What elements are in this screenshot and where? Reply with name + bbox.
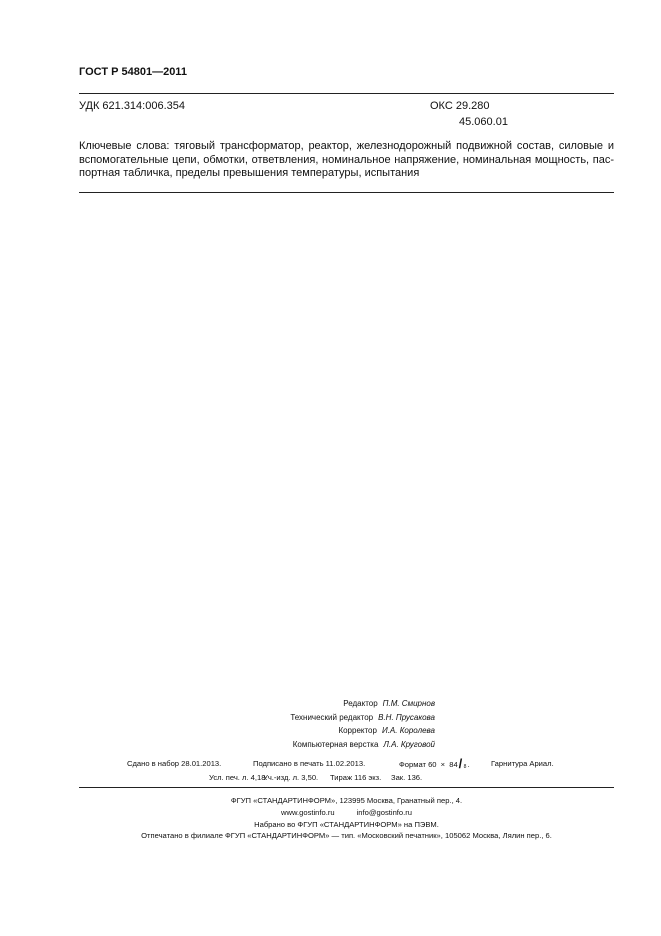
keywords-divider bbox=[79, 192, 614, 193]
publisher-address: ФГУП «СТАНДАРТИНФОРМ», 123995 Москва, Гранатный пер., 4. bbox=[230, 796, 463, 805]
format-times: × bbox=[440, 760, 446, 769]
keywords-line: портная табличка, пределы превышения температуры, испытания bbox=[79, 167, 420, 179]
credit-role: Корректор bbox=[338, 726, 377, 735]
credit-person: Л.А. Круговой bbox=[383, 739, 435, 749]
credit-proofreader bbox=[200, 724, 435, 738]
footer-divider bbox=[79, 787, 614, 788]
credit-layout bbox=[200, 738, 435, 752]
header-divider bbox=[79, 93, 614, 94]
fraction-slash: / bbox=[458, 756, 463, 771]
credit-technical-editor bbox=[200, 711, 435, 725]
publisher-contacts bbox=[79, 808, 614, 817]
credit-role: Компьютерная верстка bbox=[292, 739, 379, 749]
oks-code-secondary: 45.060.01 bbox=[459, 116, 508, 128]
credit-person: И.А. Королева bbox=[381, 726, 435, 735]
typeset-info: Набрано во ФГУП «СТАНДАРТИНФОРМ» на ПЭВМ. bbox=[254, 820, 439, 829]
typeface: Гарнитура Ариал. bbox=[491, 759, 554, 768]
order-number: Зак. 136. bbox=[391, 773, 423, 782]
printing-info: Отпечатано в филиале ФГУП «СТАНДАРТИНФОРМ» — тип. «Московский печатник», 105062 Москва, Лялин пер., 6. bbox=[141, 831, 552, 840]
format-label: Формат 60 bbox=[399, 760, 437, 769]
submitted-date: Сдано в набор 28.01.2013. bbox=[127, 759, 222, 768]
keywords-line: Ключевые слова: тяговый трансформатор, реактор, железнодорожный подвижной состав, силовые и bbox=[79, 140, 614, 152]
editorial-credits bbox=[200, 697, 435, 751]
keywords-line: вспомогательные цепи, обмотки, ответвления, номинальное напряжение, номинальная мощность, пас- bbox=[79, 153, 614, 166]
printed-sheets: Усл. печ. л. 4,18. bbox=[209, 773, 268, 782]
udk-code: УДК 621.314:006.354 bbox=[79, 100, 185, 112]
print-run: Тираж 116 экз. bbox=[330, 773, 382, 782]
format-fraction bbox=[458, 756, 468, 771]
credit-person: В.Н. Прусакова bbox=[378, 712, 435, 722]
paper-format: Формат 60 × 84 / 8 . bbox=[399, 756, 470, 771]
publisher-website: www.gostinfo.ru bbox=[280, 808, 335, 817]
oks-code: ОКС 29.280 bbox=[430, 100, 490, 112]
publishing-sheets: Уч.-изд. л. 3,50. bbox=[263, 773, 319, 782]
credit-person: П.М. Смирнов bbox=[382, 699, 435, 708]
publisher-email: info@gostinfo.ru bbox=[356, 808, 413, 817]
format-8: 8 bbox=[463, 764, 467, 770]
credit-editor bbox=[200, 697, 435, 711]
signed-date: Подписано в печать 11.02.2013. bbox=[253, 759, 366, 768]
keywords-block bbox=[79, 140, 614, 181]
credit-role: Редактор bbox=[343, 699, 378, 708]
format-84: 84 bbox=[449, 760, 458, 769]
credit-role: Технический редактор bbox=[290, 712, 374, 722]
standard-number: ГОСТ Р 54801—2011 bbox=[79, 66, 187, 78]
